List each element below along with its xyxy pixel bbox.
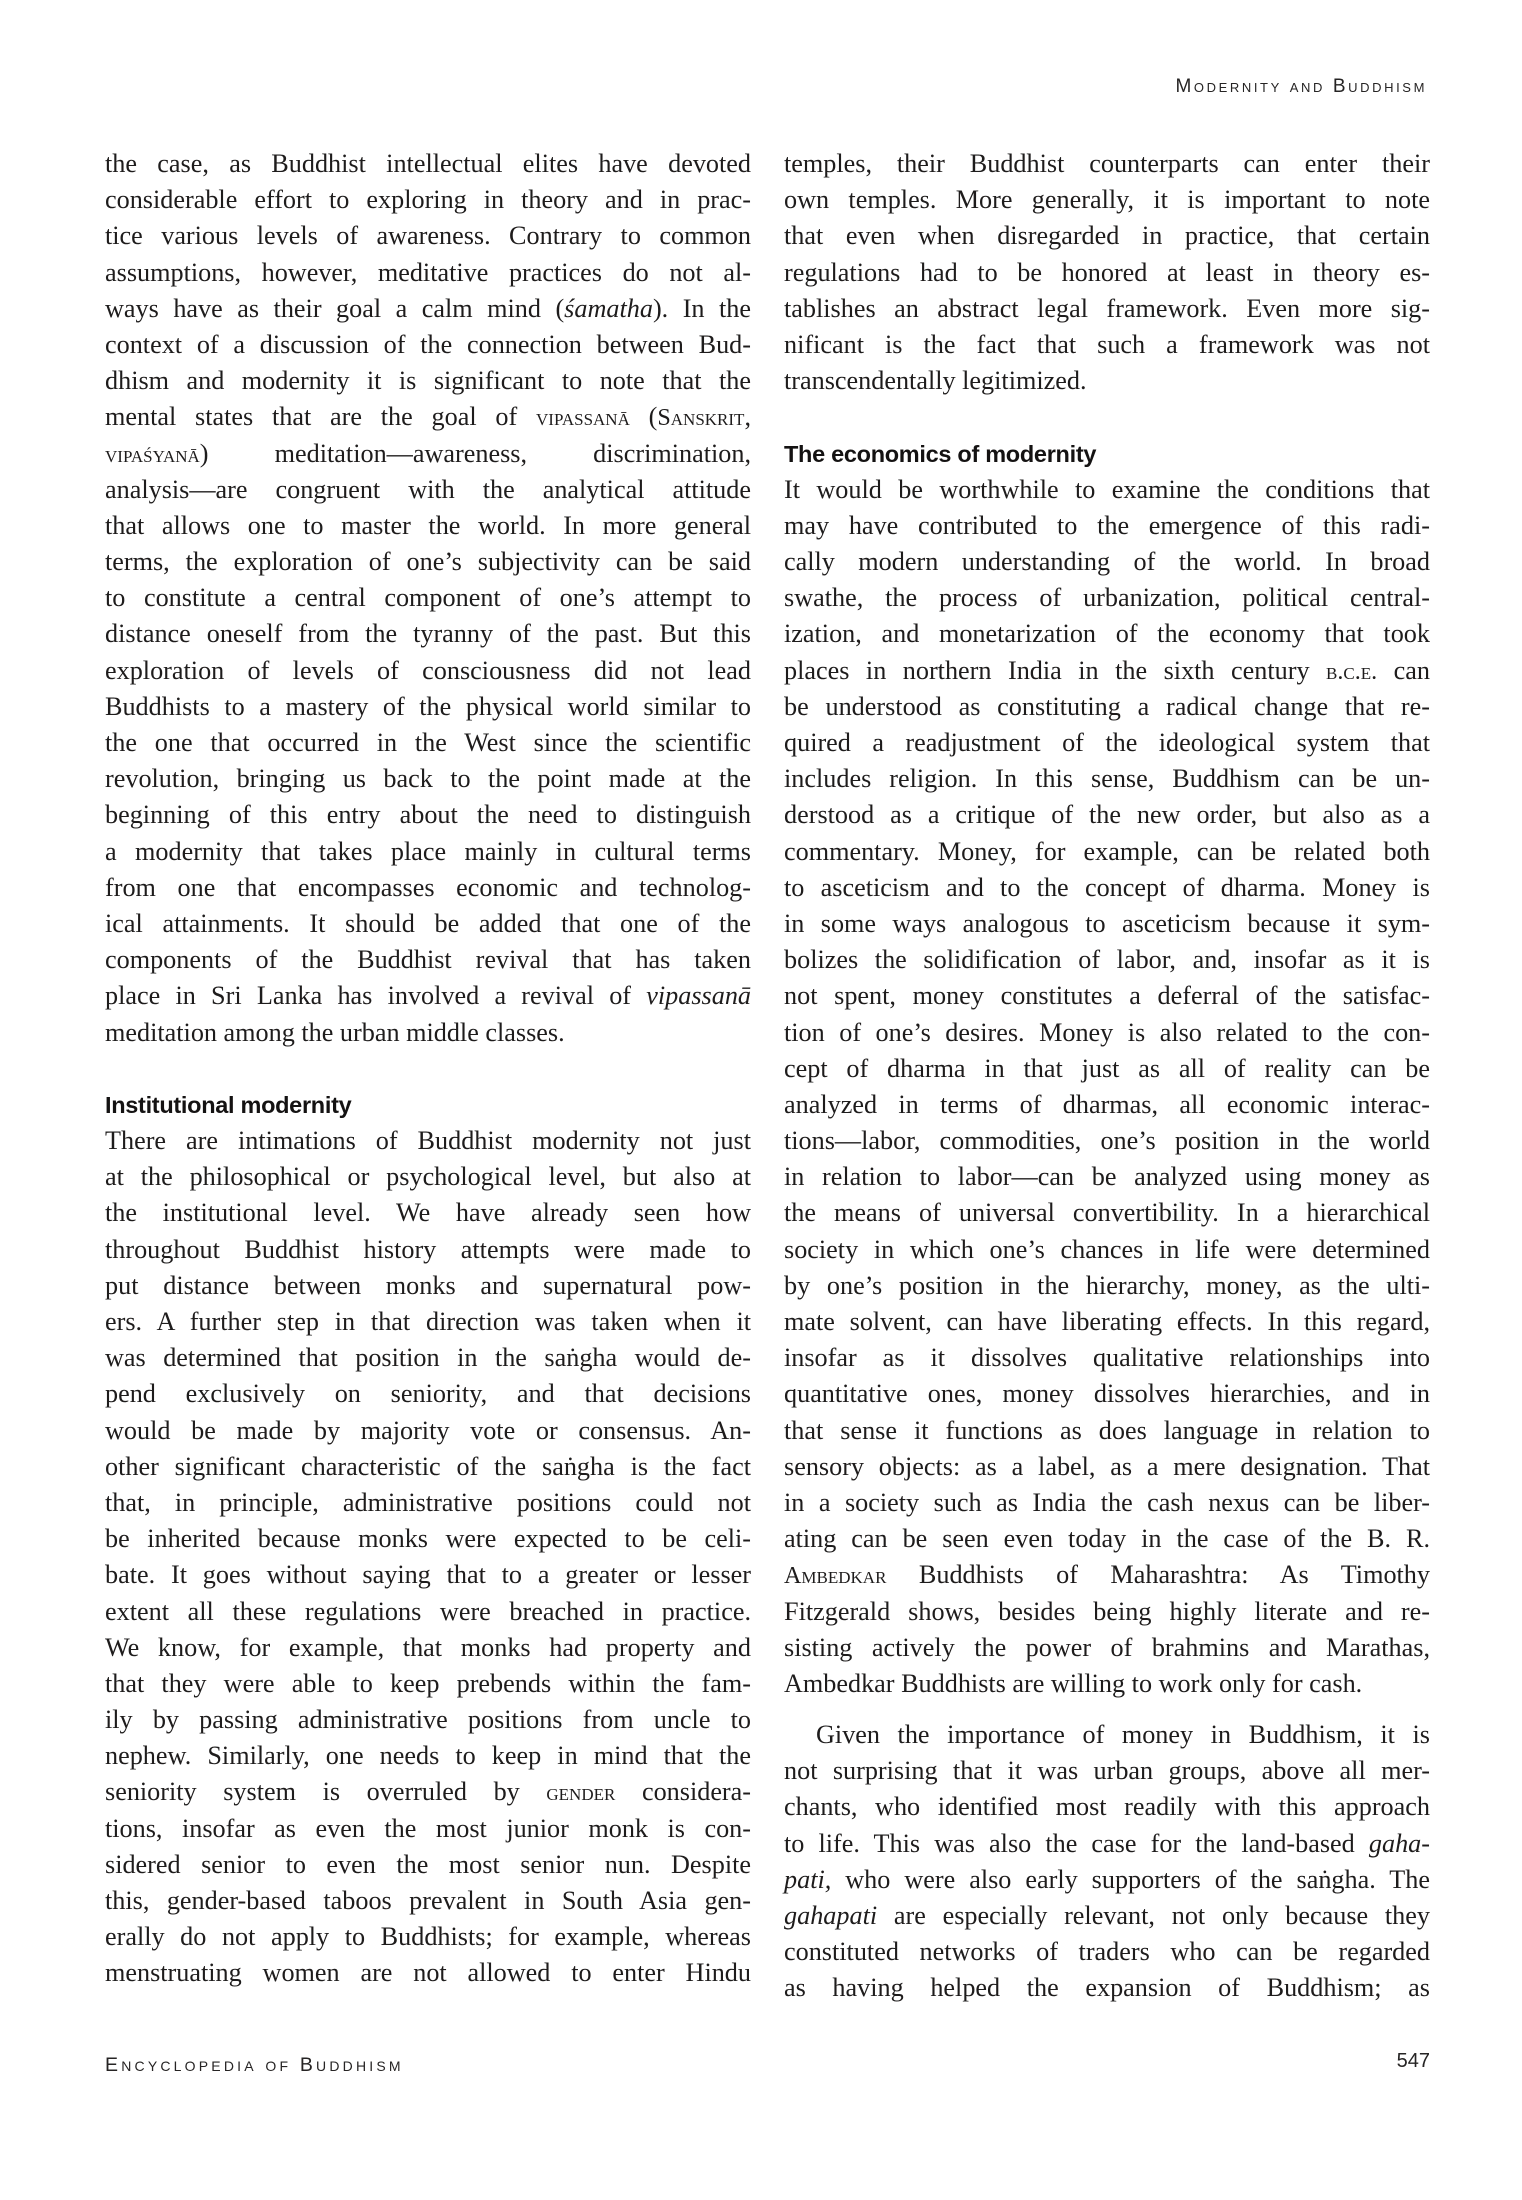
text-line: to constitute a central component of one’s attempt to — [105, 583, 751, 613]
text-line: There are intimations of Buddhist modernity not just — [105, 1126, 751, 1156]
cross-reference: gender — [546, 1780, 616, 1807]
italic-term: gahapati — [784, 1901, 878, 1930]
text-line: analyzed in terms of dharmas, all economic interac- — [784, 1089, 1430, 1119]
text-line: erally do not apply to Buddhists; for example, whereas — [105, 1922, 751, 1952]
text-segment: place in Sri Lanka has involved a revival of — [105, 981, 647, 1011]
text-segment: ). In the — [652, 293, 751, 323]
italic-term: gaha- — [1368, 1828, 1430, 1858]
paragraph — [784, 146, 1430, 399]
footer-title: Encyclopedia of Buddhism — [105, 2054, 404, 2076]
section-heading-economics-of-modernity: The economics of modernity — [784, 440, 1097, 467]
text-segment: places in northern India in the sixth century — [784, 655, 1327, 685]
text-line: a modernity that takes place mainly in cultural terms — [105, 836, 751, 866]
text-line: other significant characteristic of the saṅgha is the fact — [105, 1451, 751, 1481]
page-number: 547 — [1396, 2050, 1430, 2072]
text-segment: are especially relevant, not only because they — [877, 1901, 1430, 1930]
text-line — [784, 653, 1430, 689]
text-line: tion of one’s desires. Money is also related to the con- — [784, 1017, 1430, 1047]
italic-term: vipassanā — [646, 981, 751, 1011]
running-head: Modernity and Buddhism — [1175, 76, 1427, 97]
cross-reference: Ambedkar — [784, 1563, 887, 1590]
text-line: at the philosophical or psychological level, but also at — [105, 1162, 751, 1192]
text-line: Buddhists to a mastery of the physical world similar to — [105, 691, 751, 721]
text-line: constituted networks of traders who can be regarded — [784, 1937, 1430, 1967]
text-line: tice various levels of awareness. Contrary to common — [105, 221, 751, 251]
section-heading-institutional-modernity: Institutional modernity — [105, 1091, 352, 1118]
text-line: We know, for example, that monks had property and — [105, 1632, 751, 1662]
text-segment: considera- — [615, 1777, 752, 1807]
text-line: beginning of this entry about the need to distinguish — [105, 800, 751, 830]
cross-reference: vipaśyanā — [105, 441, 200, 468]
cross-reference: b.c.e. — [1326, 658, 1378, 685]
text-line — [105, 399, 751, 435]
text-line: in a society such as India the cash nexus can be liber- — [784, 1487, 1430, 1517]
text-line: ical attainments. It should be added that one of the — [105, 908, 751, 938]
text-segment: who were also early supporters of the saṅgha. The — [831, 1864, 1430, 1894]
text-line: from one that encompasses economic and technolog- — [105, 872, 751, 902]
paragraph — [784, 472, 1430, 1702]
text-line: considerable effort to exploring in theory and in prac- — [105, 185, 751, 215]
text-line: meditation among the urban middle classes. — [105, 1017, 565, 1047]
text-line: be understood as constituting a radical change that re- — [784, 691, 1430, 721]
text-line: chants, who identified most readily with this approach — [784, 1792, 1430, 1822]
text-segment: ways have as their goal a calm mind ( — [105, 293, 565, 323]
text-line: bolizes the solidification of labor, and, insofar as it is — [784, 945, 1430, 975]
text-line: tions—labor, commodities, one’s position in the world — [784, 1126, 1430, 1156]
text-line: the means of universal convertibility. In a hierarchical — [784, 1198, 1430, 1228]
text-line: sisting actively the power of brahmins and Marathas, — [784, 1632, 1430, 1662]
text-line: extent all these regulations were breached in practice. — [105, 1596, 751, 1626]
text-line: temples, their Buddhist counterparts can enter their — [784, 149, 1430, 178]
text-segment: to life. This was also the case for the land-based — [784, 1828, 1369, 1858]
spacer — [784, 1702, 1430, 1717]
text-line: ily by passing administrative positions from uncle to — [105, 1705, 751, 1735]
text-line: cept of dharma in that just as all of reality can be — [784, 1053, 1430, 1083]
text-line: be inherited because monks were expected to be celi- — [105, 1524, 751, 1554]
text-line: assumptions, however, meditative practices do not al- — [105, 257, 751, 287]
text-line: society in which one’s chances in life were determined — [784, 1234, 1430, 1264]
text-line: as having helped the expansion of Buddhism; as — [784, 1973, 1430, 2003]
paragraph — [784, 1717, 1430, 2007]
text-line: transcendentally legitimized. — [784, 366, 1087, 396]
text-line: insofar as it dissolves qualitative relationships into — [784, 1343, 1430, 1373]
text-line: context of a discussion of the connection between Bud- — [105, 329, 751, 359]
text-line: ers. A further step in that direction was taken when it — [105, 1307, 751, 1336]
text-line: that they were able to keep prebends within the fam- — [105, 1668, 751, 1698]
left-column — [105, 146, 751, 1992]
text-line: the institutional level. We have already seen how — [105, 1198, 751, 1228]
text-line: not spent, money constitutes a deferral of the satisfac- — [784, 981, 1430, 1011]
text-line: that sense it functions as does language in relation to — [784, 1415, 1430, 1445]
text-line: exploration of levels of consciousness did not lead — [105, 655, 751, 685]
text-line — [105, 978, 751, 1014]
text-line — [784, 1862, 1430, 1898]
text-line: regulations had to be honored at least in theory es- — [784, 257, 1430, 287]
text-line: components of the Buddhist revival that has taken — [105, 945, 751, 975]
text-line: nificant is the fact that such a framework was not — [784, 329, 1430, 359]
text-line: the one that occurred in the West since the scientific — [105, 728, 751, 757]
text-line: includes religion. In this sense, Buddhism can be un- — [784, 764, 1430, 794]
italic-term: śamatha — [564, 293, 653, 323]
text-line: nephew. Similarly, one needs to keep in mind that the — [105, 1741, 751, 1771]
text-line: may have contributed to the emergence of this radi- — [784, 510, 1430, 540]
text-segment: can — [1377, 655, 1430, 685]
text-line: to asceticism and to the concept of dharma. Money is — [784, 872, 1430, 902]
text-line: tions, insofar as even the most junior monk is con- — [105, 1813, 751, 1843]
paragraph — [105, 146, 751, 1051]
text-line: tablishes an abstract legal framework. Even more sig- — [784, 293, 1430, 323]
right-column — [784, 146, 1430, 2007]
text-line — [105, 291, 751, 327]
text-segment: , — [744, 402, 751, 432]
text-line: that even when disregarded in practice, that certain — [784, 221, 1430, 251]
text-line: in some ways analogous to asceticism because it sym- — [784, 908, 1430, 938]
text-line: cally modern understanding of the world. In broad — [784, 547, 1430, 577]
text-line: that allows one to master the world. In more general — [105, 510, 751, 540]
text-line: mate solvent, can have liberating effects. In this regard, — [784, 1307, 1430, 1336]
text-line: ating can be seen even today in the case of the B. R. — [784, 1524, 1430, 1554]
text-line: by one’s position in the hierarchy, money, as the ulti- — [784, 1270, 1430, 1300]
text-line: own temples. More generally, it is important to note — [784, 185, 1430, 215]
spacer — [784, 399, 1430, 435]
text-line: this, gender-based taboos prevalent in South Asia gen- — [105, 1886, 751, 1915]
text-line: dhism and modernity it is significant to note that the — [105, 366, 751, 396]
italic-term: pati, — [784, 1864, 832, 1894]
text-line: pend exclusively on seniority, and that decisions — [105, 1379, 751, 1409]
text-line: bate. It goes without saying that to a greater or lesser — [105, 1560, 751, 1590]
text-line: that, in principle, administrative positions could not — [105, 1487, 751, 1517]
text-line — [784, 1898, 1430, 1934]
text-line: commentary. Money, for example, can be related both — [784, 836, 1430, 866]
text-line — [784, 1557, 1430, 1593]
text-line: sensory objects: as a label, as a mere designation. That — [784, 1451, 1430, 1481]
text-line: sidered senior to even the most senior nun. Despite — [105, 1849, 751, 1879]
text-line: terms, the exploration of one’s subjectivity can be said — [105, 547, 751, 577]
spacer — [105, 1051, 751, 1087]
text-line: derstood as a critique of the new order, but also as a — [784, 800, 1430, 830]
text-line — [105, 436, 751, 472]
text-line: Given the importance of money in Buddhism, it is — [816, 1720, 1430, 1750]
text-line: put distance between monks and supernatural pow- — [105, 1270, 751, 1300]
cross-reference: vipassanā — [536, 405, 630, 432]
text-line: revolution, bringing us back to the point made at the — [105, 764, 751, 794]
text-line: quantitative ones, money dissolves hierarchies, and in — [784, 1379, 1430, 1409]
text-line: not surprising that it was urban groups, above all mer- — [784, 1756, 1430, 1786]
text-line: analysis—are congruent with the analytical attitude — [105, 474, 751, 504]
text-line: the case, as Buddhist intellectual elites have devoted — [105, 149, 751, 178]
text-segment: ( — [629, 402, 658, 432]
text-line: menstruating women are not allowed to enter Hindu — [105, 1958, 751, 1988]
text-line: throughout Buddhist history attempts were made to — [105, 1234, 751, 1264]
text-line: distance oneself from the tyranny of the past. But this — [105, 619, 751, 649]
text-line — [105, 1774, 751, 1810]
text-line — [784, 1826, 1430, 1862]
text-line: quired a readjustment of the ideological system that — [784, 728, 1430, 757]
text-segment: ) meditation—awareness, discrimination, — [199, 438, 751, 468]
text-segment: Buddhists of Maharashtra: As Timothy — [886, 1560, 1430, 1590]
text-line: It would be worthwhile to examine the conditions that — [784, 474, 1430, 504]
text-line: in relation to labor—can be analyzed using money as — [784, 1162, 1430, 1192]
text-segment: mental states that are the goal of — [105, 402, 536, 432]
text-line: ization, and monetarization of the economy that took — [784, 619, 1430, 649]
text-line: Ambedkar Buddhists are willing to work only for cash. — [784, 1668, 1363, 1698]
text-line: would be made by majority vote or consensus. An- — [105, 1415, 751, 1445]
text-segment: seniority system is overruled by — [105, 1777, 547, 1807]
text-line: was determined that position in the saṅgha would de- — [105, 1343, 751, 1373]
text-line: swathe, the process of urbanization, political central- — [784, 583, 1430, 613]
cross-reference: Sanskrit — [657, 405, 745, 432]
text-line: Fitzgerald shows, besides being highly literate and re- — [784, 1596, 1430, 1626]
paragraph — [105, 1123, 751, 1992]
